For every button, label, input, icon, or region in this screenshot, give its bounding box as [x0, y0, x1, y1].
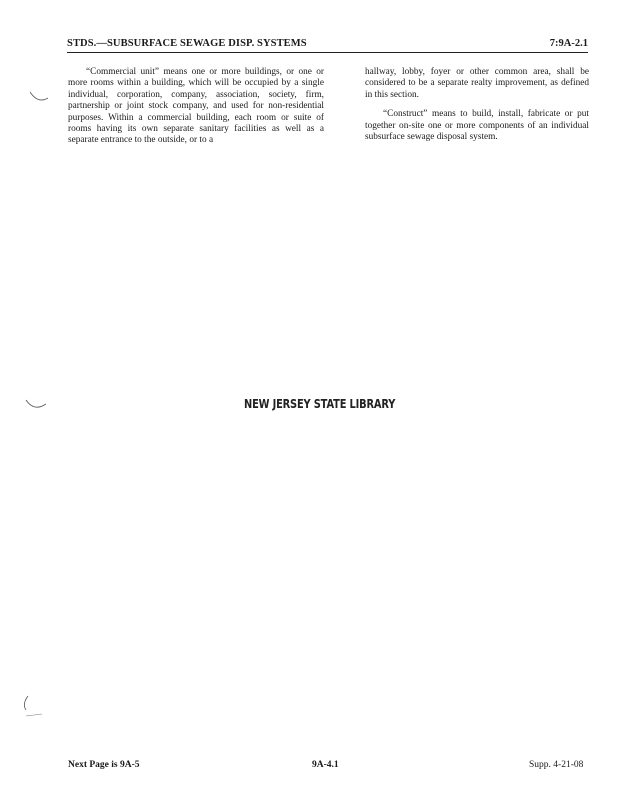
hole-punch-mark-top	[28, 90, 50, 104]
right-column	[365, 67, 589, 151]
definition-commercial-unit: “Commercial unit” means one or more buildings, or one or more rooms within a building, which will be occupied by a single individual, corporation, company, association, society, firm, partnership or joint stock company, and used for non-residential purposes. Within a commercial building, each room or suite of rooms having its own separate sanitary facilities as well as a separate entrance to the outside, or to a	[68, 67, 324, 146]
definition-construct: “Construct” means to build, install, fabricate or put together on-site one or more components of an individual subsurface sewage disposal system.	[365, 109, 589, 143]
supplement-date: Supp. 4-21-08	[529, 760, 584, 770]
definition-commercial-unit-continued: hallway, lobby, foyer or other common area, shall be considered to be a separate realty improvement, as defined in this section.	[365, 67, 589, 100]
page-number: 9A-4.1	[312, 760, 339, 770]
hole-punch-mark-bottom	[20, 694, 44, 722]
running-header	[67, 38, 588, 52]
header-title: STDS.—SUBSURFACE SEWAGE DISP. SYSTEMS	[67, 38, 307, 49]
left-column	[68, 67, 324, 155]
hole-punch-mark-middle	[24, 398, 48, 412]
header-section-number: 7:9A-2.1	[549, 38, 588, 49]
library-stamp: NEW JERSEY STATE LIBRARY	[244, 397, 396, 411]
next-page-note: Next Page is 9A-5	[68, 760, 140, 770]
header-rule	[67, 52, 588, 53]
